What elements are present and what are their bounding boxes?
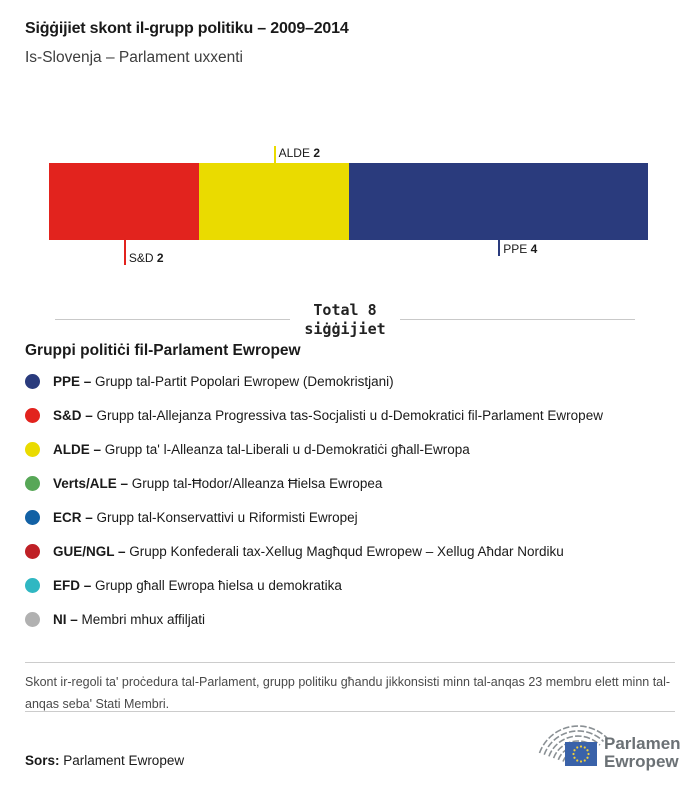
seat-chart — [49, 146, 648, 268]
european-parliament-logo — [528, 723, 680, 784]
legend-dot-icon — [25, 442, 40, 457]
legend-item-label: EFD – Grupp għall Ewropa ħielsa u demokratika — [53, 577, 342, 593]
legend-heading: Gruppi politiċi fil-Parlament Ewropew — [25, 342, 301, 359]
legend-item-label: S&D – Grupp tal-Allejanza Progressiva tas-Socjalisti u d-Demokratici fil-Parlament Ewropew — [53, 407, 603, 423]
source-line — [25, 753, 184, 768]
divider-line-right — [400, 319, 635, 320]
legend-dot-icon — [25, 578, 40, 593]
source-value: Parlament Ewropew — [63, 753, 185, 768]
legend-item-label: PPE – Grupp tal-Partit Popolari Ewropew (Demokristjani) — [53, 373, 394, 389]
page-subtitle: Is-Slovenja – Parlament uxxenti — [25, 49, 243, 66]
eu-flag-icon — [565, 742, 597, 766]
legend-dot-icon — [25, 510, 40, 525]
legend-item-label: Verts/ALE – Grupp tal-Ħodor/Alleanza Ħielsa Ewropea — [53, 475, 383, 491]
legend-item-label: NI – Membri mhux affiljati — [53, 611, 206, 627]
callout-label-S&D: S&D 2 — [128, 251, 164, 265]
footnote-rule-top — [25, 662, 675, 663]
legend-item — [25, 432, 685, 466]
stacked-bar — [49, 163, 648, 240]
legend-item — [25, 398, 685, 432]
bar-segment-PPE — [349, 163, 649, 240]
legend-item — [25, 534, 685, 568]
legend-dot-icon — [25, 408, 40, 423]
callout-tick-ALDE — [274, 146, 276, 163]
legend-item — [25, 500, 685, 534]
callout-label-ALDE: ALDE 2 — [278, 146, 320, 160]
legend-item — [25, 568, 685, 602]
logo-wordmark-line1: Parlament — [604, 734, 680, 753]
legend-item-label: ECR – Grupp tal-Konservattivi u Riformisti Ewropej — [53, 509, 358, 525]
callout-label-PPE: PPE 4 — [503, 242, 538, 256]
total-seats-label: Total 8 siġġijiet — [304, 301, 386, 338]
logo-wordmark-line2: Ewropew — [604, 752, 679, 771]
footnote-rule-bottom — [25, 711, 675, 712]
legend-item-label: ALDE – Grupp ta' l-Alleanza tal-Liberali u d-Demokratiċi għall-Ewropa — [53, 441, 470, 457]
bar-segment-ALDE — [199, 163, 349, 240]
callout-tick-S&D — [124, 240, 126, 265]
legend-dot-icon — [25, 374, 40, 389]
bar-segment-S&D — [49, 163, 199, 240]
legend-dot-icon — [25, 612, 40, 627]
legend-list — [25, 364, 685, 636]
legend-item — [25, 602, 685, 636]
footnote-text: Skont ir-regoli ta' proċedura tal-Parlament, grupp politiku għandu jikkonsisti minn tal-anqas 23 membru elett minn tal-anqas seba' Stati Membri. — [25, 675, 671, 711]
legend-item — [25, 364, 685, 398]
source-label: Sors: — [25, 753, 60, 768]
legend-item — [25, 466, 685, 500]
legend-item-label: GUE/NGL – Grupp Konfederali tax-Xellug Magħqud Ewropew – Xellug Aħdar Nordiku — [53, 543, 564, 559]
callout-tick-PPE — [498, 240, 500, 256]
ep-logo-graphic — [528, 723, 680, 779]
divider-line-left — [55, 319, 290, 320]
total-divider — [55, 301, 635, 339]
page-title: Siġġijiet skont il-grupp politiku – 2009–2014 — [25, 20, 349, 37]
legend-dot-icon — [25, 544, 40, 559]
legend-dot-icon — [25, 476, 40, 491]
